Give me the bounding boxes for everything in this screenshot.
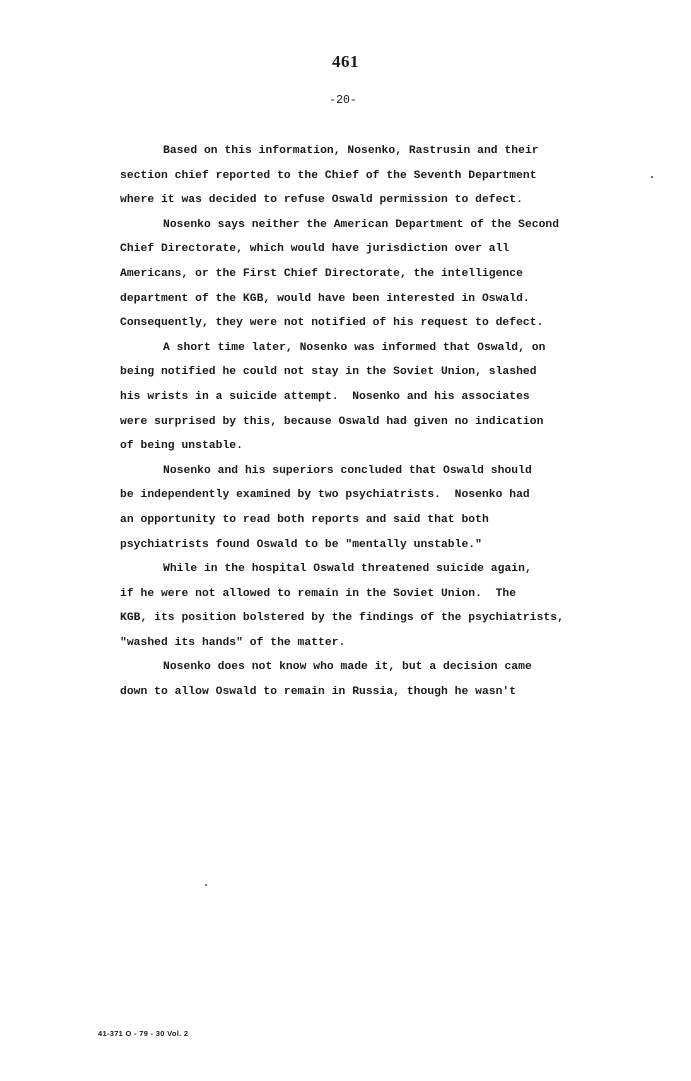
text-line: KGB, its position bolstered by the findings of the psychiatrists, [120,612,564,625]
text-line: Nosenko does not know who made it, but a decision came [163,661,532,674]
text-line: were surprised by this, because Oswald had given no indication [120,415,544,428]
sub-page-number: -20- [329,94,357,107]
text-line: "washed its hands" of the matter. [120,636,346,649]
text-line: Based on this information, Nosenko, Rastrusin and their [163,145,539,157]
text-line: if he were not allowed to remain in the Soviet Union. The [120,587,517,600]
text-line: of being unstable. [120,440,243,453]
text-line: be independently examined by two psychiatrists. Nosenko had [120,489,530,502]
text-line: Chief Directorate, which would have jurisdiction over all [120,243,510,256]
text-line: section chief reported to the Chief of the Seventh Department [120,169,537,182]
text-line: an opportunity to read both reports and said that both [120,513,489,526]
body-text [120,139,600,705]
footer-code: 41-371 O - 79 - 30 Vol. 2 [98,1029,189,1038]
text-line: psychiatrists found Oswald to be "mentally unstable." [120,538,482,551]
text-line: Consequently, they were not notified of his request to defect. [120,317,544,330]
text-line: department of the KGB, would have been interested in Oswald. [120,292,530,305]
text-line: Nosenko says neither the American Department of the Second [163,218,560,231]
text-line: A short time later, Nosenko was informed that Oswald, on [163,341,546,354]
text-line: where it was decided to refuse Oswald permission to defect. [120,194,523,207]
text-line: While in the hospital Oswald threatened suicide again, [163,563,532,576]
scan-speck [651,176,653,178]
scan-speck [205,884,207,886]
text-line: his wrists in a suicide attempt. Nosenko and his associates [120,390,530,403]
page-number: 461 [332,52,359,71]
text-line: Nosenko and his superiors concluded that Oswald should [163,464,532,477]
text-line: being notified he could not stay in the Soviet Union, slashed [120,366,537,379]
text-line: down to allow Oswald to remain in Russia, though he wasn't [120,686,517,699]
text-line: Americans, or the First Chief Directorate, the intelligence [120,267,523,280]
